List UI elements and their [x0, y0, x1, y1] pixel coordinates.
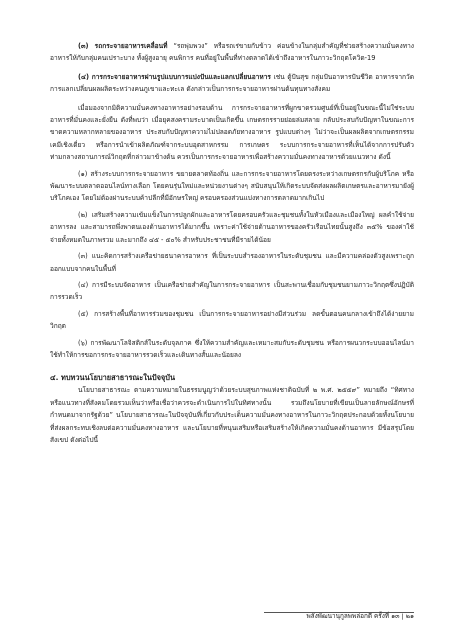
paragraph-text: (๑) สร้างระบบการกระจายอาหาร ขยายตลาดท้องถิ่น และการกระจายอาหารโดยตรงระหว่างเกษตรกรกับผู้บริโภค หรือพัฒนาระบบตลาดออนไลน์ทางเลือก โดยคนรุ่นใหม่และหน่วยงานต่างๆ สนับสนุนให้เกิดระบบจัดส่งผลผลิตเกษตรและอาหารมายังผู้บริโภคเอง โดยไม่ต้องผ่านระบบค้าปลีกที่มีอักษรใหญ่ ครอบครองส่วนแบ่งทางการตลาดมากเกินไป	[50, 169, 414, 203]
paragraph-text: เช่น ตู้ปันสุข กลุ่มปันอาหารปันชีวิต อาหารจากวัด การแลกเปลี่ยนผลผลิตระหว่างคนภูเขาและทะเล ดังกล่าวเป็นการกระจายอาหารผ่านต้นทุนทางสังคม	[50, 72, 414, 94]
list-item-3	[50, 250, 414, 275]
paragraph-text: เมื่อมองจากมิติความมั่นคงทางอาหารอย่างรอบด้าน การกระจายอาหารที่ผูกขาดรวมศูนย์ที่เป็นอยู่ในขณะนี้ไม่ใช่ระบบอาหารที่มั่นคงและยั่งยืน ดังที่พบว่า เมื่อยุคสงครามระบาดเป็นเกิดขึ้น เกษตรกรรายย่อยล่มสลาย กลับประสบกับปัญหาในขณะการ ขาดความหลากหลายของอาหาร ประสบกับปัญหาความไม่ปลอดภัยทางอาหาร รูปแบบต่างๆ ไม่ว่าจะเป็นผลผลิตจากเกษตรกรรมเคมีเชิงเดี่ยว หรือการนำเข้าผลิตภัณฑ์จากระบบอุตสาหกรรม การเกษตร ระบบการกระจายอาหารที่เห็นได้จากการปรับตัวท่ามกลางสถานการณ์วิกฤตที่กล่าวมาข้างต้น ควรเป็นการกระจายอาหารเพื่อสร้างความมั่นคงทางอาหารด้วยแนวทาง ดังนี้	[50, 103, 414, 162]
paragraph-text: “รถพุ่มพวง” หรือรถเร่ขายกับข้าว ค่อนข้างในกลุ่มสำคัญที่ช่วยสร้างความมั่นคงทางอาหารให้กับกลุ่มคนเปราะบาง ทั้งผู้สูงอายุ คนพิการ คนที่อยู่ในพื้นที่ห่างตลาดได้เข้าถึงอาหารในภาวะวิกฤตโควิด-19	[50, 42, 414, 63]
paragraph-text: (๖) การพัฒนาโลจิสติกส์ในระดับจุลภาค ซึ่งให้ความสำคัญและเหมาะสมกับระดับชุมชน หรือการผนวกระบบออนไลน์มาใช้ทำให้การขอการกระจายอาหารรวดเร็วและเดินทางสั้นและน้อยลง	[50, 338, 414, 359]
paragraph-food-security-overview	[50, 102, 414, 164]
page-footer: พลังพัฒนานุกูลพพล่อกดี ครั้งที่ ๑๓ | ๒๑	[306, 612, 414, 620]
paragraph-text: (๓) แนะคิดการสร้างเครือข่ายธนาคารอาหาร ที่เป็นระบบสำรองอาหารในระดับชุมชน และมีความคล่องตัวสูงเพราะถูกออกแบบจากคนในพื้นที่	[50, 252, 414, 273]
paragraph-rolling-market	[50, 40, 414, 65]
list-item-5	[50, 308, 414, 333]
paragraph-food-sharing	[50, 71, 414, 96]
paragraph-text: (๔) การมีระบบจัดอาหาร เป็นเครือข่ายสำคัญในการกระจายอาหาร เป็นสะพานเชื่อมกับชุมชนยามภาวะวิกฤตซึ่งปฏิบัติการรวดเร็ว	[50, 280, 414, 302]
paragraph-text: (๕) การสร้างพื้นที่อาหารร่วมของชุมชน เป็นการกระจายอาหารอย่างมีส่วนร่วม ลดขั้นตอนคนกลางเข้าถึงได้ง่ายยามวิกฤต	[50, 309, 414, 331]
list-item-1	[50, 168, 414, 205]
section-heading: ๔. ทบทวนนโยบายสาธารณะในปัจจุบัน	[50, 373, 176, 383]
paragraph-text: (๒) เสริมสร้างความเข้มแข็งในการปลูกผักและอาหารโดยครอบครัวและชุมชนทั้งในหัวเมืองและเมืองใหญ่ ผลคำใช้จ่ายอาหารลง และสามารถพึ่งพาตนเองด้านอาหารได้มากขึ้น เพราะค่าใช้จ่ายด้านอาหารของครัวเรือนไทยนั้นสูงถึง ๓๕% ของค่าใช้จ่ายทั้งหมดในภาพรวม และมากถึง ๔๕ - ๕๐% สำหรับประชาชนที่มีรายได้น้อย	[50, 210, 414, 244]
paragraph-lead: (๓) รถกระจายอาหารเคลื่อนที่	[78, 42, 168, 50]
list-item-6	[50, 337, 414, 362]
paragraph-public-policy: นโยบายสาธารณะ ตามความหมายในธรรมนูญว่าด้วยระบบสุขภาพแห่งชาติฉบับที่ ๒ พ.ศ. ๒๕๕๙” หมายถึง “ทิศทางหรือแนวทางที่สังคมโดยรวมเห็นว่าหรือเชื่อว่าควรจะดำเนินการไปในทิศทางนั้น รวมถึงนโยบายที่เขียนเป็นลายลักษณ์อักษรที่กำหนดมาจากรัฐด้วย” นโยบายสาธารณะในปัจจุบันที่เกี่ยวกับประเด็นความมั่นคงทางอาหารในภาวะวิกฤตประกอบด้วยทั้งนโยบายที่ส่งผลกระทบเชิงลบต่อความมั่นคงทางอาหาร และนโยบายที่หนุนเสริมหรือเสริมสร้างให้เกิดความมั่นคงด้านอาหาร มีข้อสรุปโดยสังเขป ดังต่อไปนี้	[50, 386, 414, 444]
paragraph-lead: (๔) การกระจายอาหารผ่านรูปแบบการแบ่งปันและแลกเปลี่ยนอาหาร	[78, 72, 271, 81]
list-item-4	[50, 279, 414, 304]
list-item-2	[50, 209, 414, 246]
